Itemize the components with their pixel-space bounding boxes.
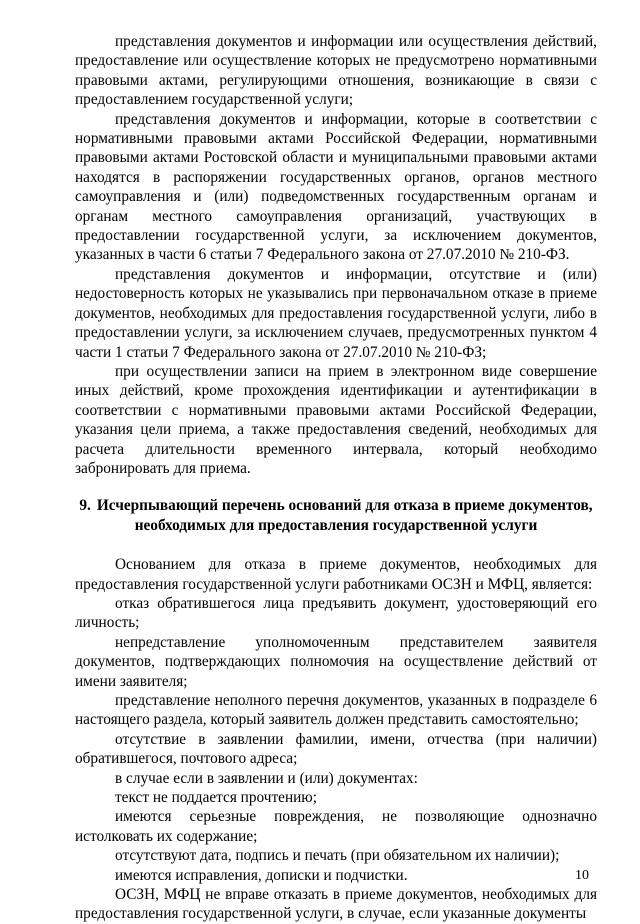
section-title: Исчерпывающий перечень оснований для отказа в приеме документов, необходимых для предоставления государственной услуги xyxy=(96,497,593,534)
paragraph: представления документов и информации, которые в соответствии с нормативными правовыми актами Российской Федерации, нормативными правовыми актами Ростовской области и муниципальными правовыми актами находятся в распоряжении государственных органов, органов местного самоуправления и (или) подведомственных государственным органам и органам местного самоуправления организаций, участвующих в предоставлении государственной услуги, за исключением документов, указанных в части 6 статьи 7 Федерального закона от 27.07.2010 № 210-ФЗ. xyxy=(75,110,597,264)
paragraph: отсутствуют дата, подпись и печать (при обязательном их наличии); xyxy=(115,847,560,865)
paragraph: имеются серьезные повреждения, не позволяющие однозначно истолковать их содержание; xyxy=(75,808,597,845)
paragraph: непредставление уполномоченным представителем заявителя документов, подтверждающих полномочия на осуществление действий от имени заявителя; xyxy=(75,633,597,690)
paragraph: ОСЗН, МФЦ не вправе отказать в приеме документов, необходимых для предоставления государственной услуги, в случае, если указанные документы xyxy=(75,886,597,923)
paragraph: отказ обратившегося лица предъявить документ, удостоверяющий его личность; xyxy=(75,594,597,632)
section-heading xyxy=(75,496,597,535)
paragraph: текст не поддается прочтению; xyxy=(115,789,317,807)
paragraph: в случае если в заявлении и (или) документах: xyxy=(115,769,418,787)
paragraph: имеются исправления, дописки и подчистки. xyxy=(115,866,408,884)
paragraph: представления документов и информации или осуществления действий, предоставление или осуществление которых не предусмотрено нормативными правовыми актами, регулирующими отношения, возникающие в связи с предоставлением государственной услуги; xyxy=(75,33,597,109)
paragraph: представления документов и информации, отсутствие и (или) недостоверность которых не указывались при первоначальном отказе в приеме документов, необходимых для предоставления государственной услуги, либо в предоставлении услуги, за исключением случаев, предусмотренных пунктом 4 части 1 статьи 7 Федерального закона от 27.07.2010 № 210-ФЗ; xyxy=(75,265,597,361)
section-number: 9. xyxy=(79,497,91,515)
page-number: 10 xyxy=(575,868,589,883)
paragraph: представление неполного перечня документов, указанных в подразделе 6 настоящего раздела, который заявитель должен представить самостоятельно; xyxy=(75,692,597,729)
document-page xyxy=(75,32,597,924)
paragraph: Основанием для отказа в приеме документов, необходимых для предоставления государственной услуги работниками ОСЗН и МФЦ, является: xyxy=(75,556,597,593)
paragraph: отсутствие в заявлении фамилии, имени, отчества (при наличии) обратившегося, почтового адреса; xyxy=(75,730,597,768)
paragraph: при осуществлении записи на прием в электронном виде совершение иных действий, кроме прохождения идентификации и аутентификации в соответствии с нормативными правовыми актами Российской Федерации, указания цели приема, а также предоставления сведений, необходимых для расчета длительности временного интервала, который необходимо забронировать для приема. xyxy=(75,362,597,477)
